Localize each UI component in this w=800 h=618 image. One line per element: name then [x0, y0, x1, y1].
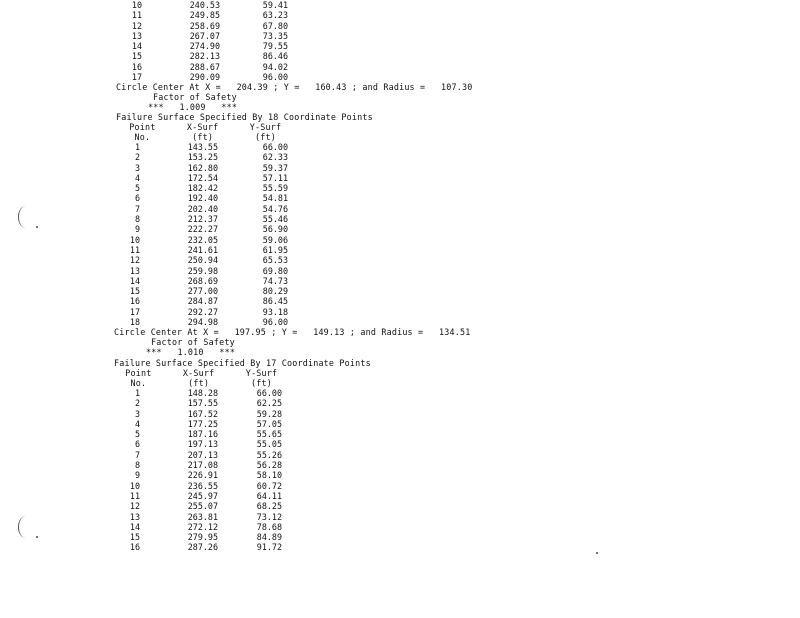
- table-row: [0, 419, 800, 429]
- table-row: [0, 204, 800, 214]
- point-number: 10: [131, 0, 142, 10]
- x-surf-value: 272.12: [187, 521, 218, 532]
- y-surf-value: 67.80: [262, 20, 288, 31]
- point-number: 15: [129, 532, 140, 543]
- x-surf-value: 249.85: [189, 10, 220, 21]
- x-surf-value: 143.55: [187, 142, 218, 152]
- table-row: [0, 491, 800, 501]
- table-row: [0, 542, 800, 552]
- point-number: 3: [134, 162, 140, 173]
- point-number: 14: [129, 275, 140, 286]
- y-surf-value: 60.72: [256, 480, 282, 491]
- table-rows: [0, 388, 800, 553]
- point-number: 11: [129, 490, 140, 501]
- y-surf-value: 59.28: [256, 408, 282, 419]
- point-number: 7: [134, 203, 140, 214]
- x-surf-value: 245.97: [187, 490, 218, 501]
- table-row: [0, 41, 800, 51]
- point-number: 17: [129, 306, 140, 317]
- y-surf-value: 55.46: [262, 214, 288, 225]
- x-surf-value: 240.53: [189, 0, 220, 10]
- table-row: [0, 235, 800, 245]
- y-surf-value: 62.33: [262, 152, 288, 163]
- y-surf-value: 56.28: [256, 460, 282, 471]
- table-row: [0, 51, 800, 61]
- table-row: [0, 286, 800, 296]
- x-surf-value: 157.55: [187, 398, 218, 409]
- table-row: [0, 276, 800, 286]
- factor-of-safety-value-2: *** 1.010 ***: [146, 347, 236, 357]
- y-surf-value: 69.80: [262, 265, 288, 276]
- x-surf-value: 259.98: [187, 265, 218, 276]
- point-number: 18: [129, 317, 140, 328]
- point-number: 7: [134, 449, 140, 460]
- x-surf-value: 274.90: [189, 41, 220, 52]
- y-surf-value: 96.00: [262, 317, 288, 328]
- x-surf-value: 217.08: [187, 460, 218, 471]
- y-surf-value: 64.11: [256, 490, 282, 501]
- point-number: 11: [131, 10, 142, 21]
- x-surf-value: 241.61: [187, 244, 218, 255]
- point-number: 4: [134, 172, 140, 183]
- table-row: [0, 214, 800, 224]
- y-surf-value: 73.12: [256, 511, 282, 522]
- y-surf-value: 57.05: [256, 418, 282, 429]
- point-number: 3: [134, 408, 140, 419]
- table-row: [0, 245, 800, 255]
- x-surf-value: 197.13: [187, 439, 218, 450]
- scan-speck: [596, 552, 598, 554]
- point-number: 8: [134, 214, 140, 225]
- table-row: [0, 163, 800, 173]
- x-surf-value: 282.13: [189, 51, 220, 62]
- y-surf-value: 66.00: [262, 142, 288, 152]
- point-number: 8: [134, 460, 140, 471]
- point-number: 16: [129, 296, 140, 307]
- point-number: 17: [131, 72, 142, 83]
- factor-of-safety-label-2: Factor of Safety: [151, 337, 235, 347]
- x-surf-value: 202.40: [187, 203, 218, 214]
- point-number: 5: [134, 429, 140, 440]
- table-rows: [0, 0, 800, 82]
- failure-surface-line-2: Failure Surface Specified By 17 Coordinate Points: [114, 358, 371, 368]
- y-surf-value: 55.65: [256, 429, 282, 440]
- scan-speck: [36, 226, 38, 228]
- y-surf-value: 78.68: [256, 521, 282, 532]
- y-surf-value: 94.02: [262, 61, 288, 72]
- point-number: 10: [129, 480, 140, 491]
- x-surf-value: 290.09: [189, 72, 220, 83]
- table-row: [0, 72, 800, 82]
- x-surf-value: 212.37: [187, 214, 218, 225]
- table-row: [0, 388, 800, 398]
- table-row: [0, 62, 800, 72]
- x-surf-value: 236.55: [187, 480, 218, 491]
- table-row: [0, 512, 800, 522]
- factor-of-safety-label-1: Factor of Safety: [153, 92, 237, 102]
- x-surf-value: 222.27: [187, 224, 218, 235]
- x-surf-value: 148.28: [187, 388, 218, 398]
- table-row: [0, 193, 800, 203]
- point-number: 14: [129, 521, 140, 532]
- x-surf-value: 277.00: [187, 286, 218, 297]
- table-row: [0, 429, 800, 439]
- y-surf-value: 62.25: [256, 398, 282, 409]
- y-surf-value: 80.29: [262, 286, 288, 297]
- x-surf-value: 267.07: [189, 30, 220, 41]
- point-number: 9: [134, 470, 140, 481]
- x-surf-value: 207.13: [187, 449, 218, 460]
- y-surf-value: 93.18: [262, 306, 288, 317]
- x-surf-value: 258.69: [189, 20, 220, 31]
- table-row: [0, 522, 800, 532]
- x-surf-value: 287.26: [187, 542, 218, 553]
- point-number: 10: [129, 234, 140, 245]
- x-surf-value: 226.91: [187, 470, 218, 481]
- binder-hole-mark-top: [18, 206, 33, 228]
- x-surf-value: 288.67: [189, 61, 220, 72]
- x-surf-value: 162.80: [187, 162, 218, 173]
- table-row: [0, 0, 800, 10]
- x-surf-value: 294.98: [187, 317, 218, 328]
- y-surf-value: 56.90: [262, 224, 288, 235]
- coordinate-table-continued: [0, 0, 800, 82]
- table-header-1b: No. (ft) (ft): [124, 132, 277, 142]
- scan-speck: [36, 536, 38, 538]
- point-number: 13: [129, 511, 140, 522]
- table-header-1a: Point X-Surf Y-Surf: [124, 122, 282, 132]
- y-surf-value: 74.73: [262, 275, 288, 286]
- table-row: [0, 450, 800, 460]
- y-surf-value: 59.37: [262, 162, 288, 173]
- factor-of-safety-value-1: *** 1.009 ***: [148, 102, 238, 112]
- x-surf-value: 284.87: [187, 296, 218, 307]
- point-number: 16: [129, 542, 140, 553]
- y-surf-value: 65.53: [262, 255, 288, 266]
- table-row: [0, 266, 800, 276]
- point-number: 16: [131, 61, 142, 72]
- table-row: [0, 255, 800, 265]
- point-number: 14: [131, 41, 142, 52]
- binder-hole-mark-bottom: [18, 516, 33, 538]
- table-row: [0, 398, 800, 408]
- table-row: [0, 409, 800, 419]
- point-number: 2: [134, 152, 140, 163]
- y-surf-value: 73.35: [262, 30, 288, 41]
- y-surf-value: 96.00: [262, 72, 288, 83]
- point-number: 15: [129, 286, 140, 297]
- table-row: [0, 296, 800, 306]
- point-number: 4: [134, 418, 140, 429]
- point-number: 13: [131, 30, 142, 41]
- circle-center-line-2: Circle Center At X = 197.95 ; Y = 149.13 ; and Radius = 134.51: [114, 327, 471, 337]
- table-row: [0, 173, 800, 183]
- y-surf-value: 86.46: [262, 51, 288, 62]
- coordinate-table-2: [0, 388, 800, 553]
- circle-center-line-1: Circle Center At X = 204.39 ; Y = 160.43 ; and Radius = 107.30: [116, 82, 473, 92]
- x-surf-value: 192.40: [187, 193, 218, 204]
- point-number: 2: [134, 398, 140, 409]
- point-number: 1: [134, 142, 140, 152]
- y-surf-value: 79.55: [262, 41, 288, 52]
- table-row: [0, 142, 800, 152]
- table-row: [0, 460, 800, 470]
- y-surf-value: 86.45: [262, 296, 288, 307]
- x-surf-value: 250.94: [187, 255, 218, 266]
- table-row: [0, 31, 800, 41]
- table-row: [0, 224, 800, 234]
- y-surf-value: 57.11: [262, 172, 288, 183]
- x-surf-value: 167.52: [187, 408, 218, 419]
- x-surf-value: 263.81: [187, 511, 218, 522]
- x-surf-value: 187.16: [187, 429, 218, 440]
- y-surf-value: 63.23: [262, 10, 288, 21]
- table-header-2b: No. (ft) (ft): [120, 378, 273, 388]
- table-row: [0, 439, 800, 449]
- table-row: [0, 21, 800, 31]
- point-number: 5: [134, 183, 140, 194]
- y-surf-value: 61.95: [262, 244, 288, 255]
- table-row: [0, 501, 800, 511]
- x-surf-value: 292.27: [187, 306, 218, 317]
- point-number: 15: [131, 51, 142, 62]
- table-header-2a: Point X-Surf Y-Surf: [120, 368, 278, 378]
- table-row: [0, 152, 800, 162]
- point-number: 13: [129, 265, 140, 276]
- table-row: [0, 317, 800, 327]
- point-number: 6: [134, 193, 140, 204]
- table-row: [0, 481, 800, 491]
- y-surf-value: 55.59: [262, 183, 288, 194]
- y-surf-value: 55.05: [256, 439, 282, 450]
- x-surf-value: 232.05: [187, 234, 218, 245]
- x-surf-value: 177.25: [187, 418, 218, 429]
- x-surf-value: 279.95: [187, 532, 218, 543]
- table-rows: [0, 142, 800, 327]
- point-number: 9: [134, 224, 140, 235]
- y-surf-value: 66.00: [256, 388, 282, 398]
- point-number: 12: [129, 255, 140, 266]
- table-row: [0, 532, 800, 542]
- y-surf-value: 59.41: [262, 0, 288, 10]
- table-row: [0, 470, 800, 480]
- y-surf-value: 84.89: [256, 532, 282, 543]
- y-surf-value: 59.06: [262, 234, 288, 245]
- y-surf-value: 54.76: [262, 203, 288, 214]
- point-number: 12: [129, 501, 140, 512]
- y-surf-value: 55.26: [256, 449, 282, 460]
- y-surf-value: 68.25: [256, 501, 282, 512]
- point-number: 1: [134, 388, 140, 398]
- table-row: [0, 307, 800, 317]
- point-number: 6: [134, 439, 140, 450]
- x-surf-value: 153.25: [187, 152, 218, 163]
- y-surf-value: 58.10: [256, 470, 282, 481]
- table-row: [0, 10, 800, 20]
- point-number: 12: [131, 20, 142, 31]
- x-surf-value: 172.54: [187, 172, 218, 183]
- x-surf-value: 268.69: [187, 275, 218, 286]
- x-surf-value: 182.42: [187, 183, 218, 194]
- y-surf-value: 54.81: [262, 193, 288, 204]
- point-number: 11: [129, 244, 140, 255]
- y-surf-value: 91.72: [256, 542, 282, 553]
- coordinate-table-1: [0, 142, 800, 327]
- x-surf-value: 255.07: [187, 501, 218, 512]
- table-row: [0, 183, 800, 193]
- failure-surface-line-1: Failure Surface Specified By 18 Coordinate Points: [116, 112, 373, 122]
